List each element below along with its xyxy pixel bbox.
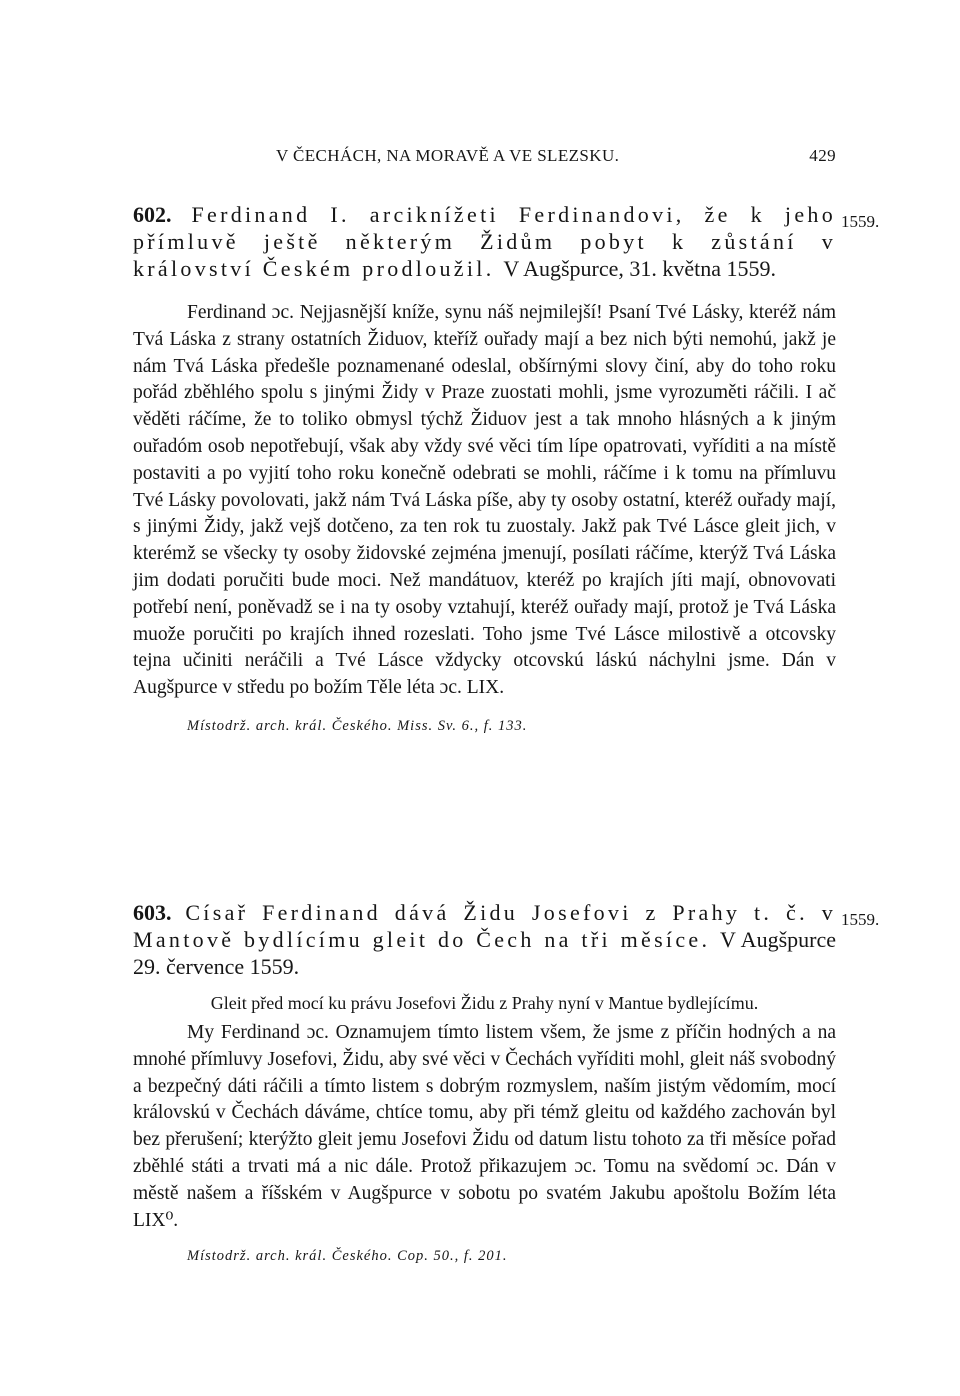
entry-body: Ferdinand ɔc. Nejjasnější kníže, synu náš nejmilejší! Psaní Tvé Lásky, kteréž nám Tvá Láska z strany ostatních Židuov, kteříž ouřady mají a bez nich býti nemohú, jakž je nám Tvá Láska předešle poznamenané odeslal, obšírnými slovy činí, aby do toho roku pořád zběhlého spolu s jinými Židy v Praze zuostati mohli, jsme vyrozuměti ráčili. I ač věděti ráčíme, že to toliko obmysl týchž Židuov jest a tak mnoho hlásných a k jiným ouřadóm osob nepotřebují, však aby vždy své věci tím lípe opatrovati, vyříditi a na místě postaviti a po vyjití toho roku konečně odebrati se mohli, ráčíme i k tomu na přímluvu Tvé Lásky povolovati, jakž nám Tvá Láska píše, aby ty osoby ostatní, kteréž ouřady mají, s jinými Židy, jakž vejš dotčeno, za ten rok tu zuostaly. Jakž pak Tvé Lásce gleit jich, v kterémž se všecky ty osoby židovské zejména jmenují, posílati ráčíme, kterýž Tvá Láska jim dodati poručiti bude moci. Než mandátuov, kteréž po krajích jíti mají, obnovovati potřebí není, poněvadž se i na ty osoby vztahují, kteréž ouřady mají, protož je Tvá Láska muože poručiti po krajích ihned rozeslati. Toho jsme Tvé Lásce milostivě a otcovsky tejna učiniti neráčili a Tvé Lásce vždycky otcovskú láskú náchylni jsme. Dán v Augšpurce v středu po božím Těle léta ɔc. LIX.	[133, 302, 836, 699]
margin-year-602: 1559.	[841, 212, 880, 231]
archive-source: Místodrž. arch. král. Českého. Cop. 50., f. 201.	[187, 1248, 508, 1265]
entry-date: V Augšpurce 29. července 1559.	[133, 927, 836, 979]
entry-subtitle: Gleit před mocí ku právu Josefovi Židu z Prahy nyní v Mantue bydlejícímu.	[210, 993, 759, 1013]
entry-number: 603.	[133, 900, 172, 925]
entry-title: Císař Ferdinand dává Židu Josefovi z Prahy t. č. v Mantově bydlícímu gleit do Čech na tři měsíce.	[133, 900, 836, 952]
page-number: 429	[809, 146, 836, 165]
margin-year-603: 1559.	[841, 910, 880, 929]
entry-body: My Ferdinand ɔc. Oznamujem tímto listem všem, že jsme z příčin hodných a na mnohé přímluvy Josefovi, Židu, aby své věci v Čechách vyříditi mohl, gleit náš svobodný a bezpečný dáti ráčili a tímto listem s dobrým rozmyslem, naším jistým vědomím, mocí královskú v Čechách dáváme, chtíce tomu, aby při témž gleitu od každého zachován byl bez přerušení; kterýžto gleit jemu Josefovi Židu od datum listu tohoto za tři měsíce pořad zběhlé státi a trvati má a nic dále. Protož přikazujem ɔc. Tomu na svědomí ɔc. Dán v městě našem a říšském v Augšpurce v sobotu po svatém Jakubu apoštolu Božím léta LIX⁰.	[133, 1022, 836, 1231]
archive-source: Místodrž. arch. král. Českého. Miss. Sv. 6., f. 133.	[187, 717, 528, 734]
entry-602	[133, 201, 836, 735]
entry-title: Ferdinand I. arciknížeti Ferdinandovi, že k jeho přímluvě ještě některým Židům pobyt k zůstání v království Českém prodloužil.	[133, 202, 836, 281]
running-head-title: V ČECHÁCH, NA MORAVĚ A VE SLEZSKU.	[276, 146, 620, 165]
entry-date: V Augšpurce, 31. května 1559.	[503, 256, 777, 281]
entry-603	[133, 899, 836, 1265]
entry-number: 602.	[133, 202, 172, 227]
entry-heading	[133, 201, 836, 282]
entry-heading	[133, 899, 836, 980]
